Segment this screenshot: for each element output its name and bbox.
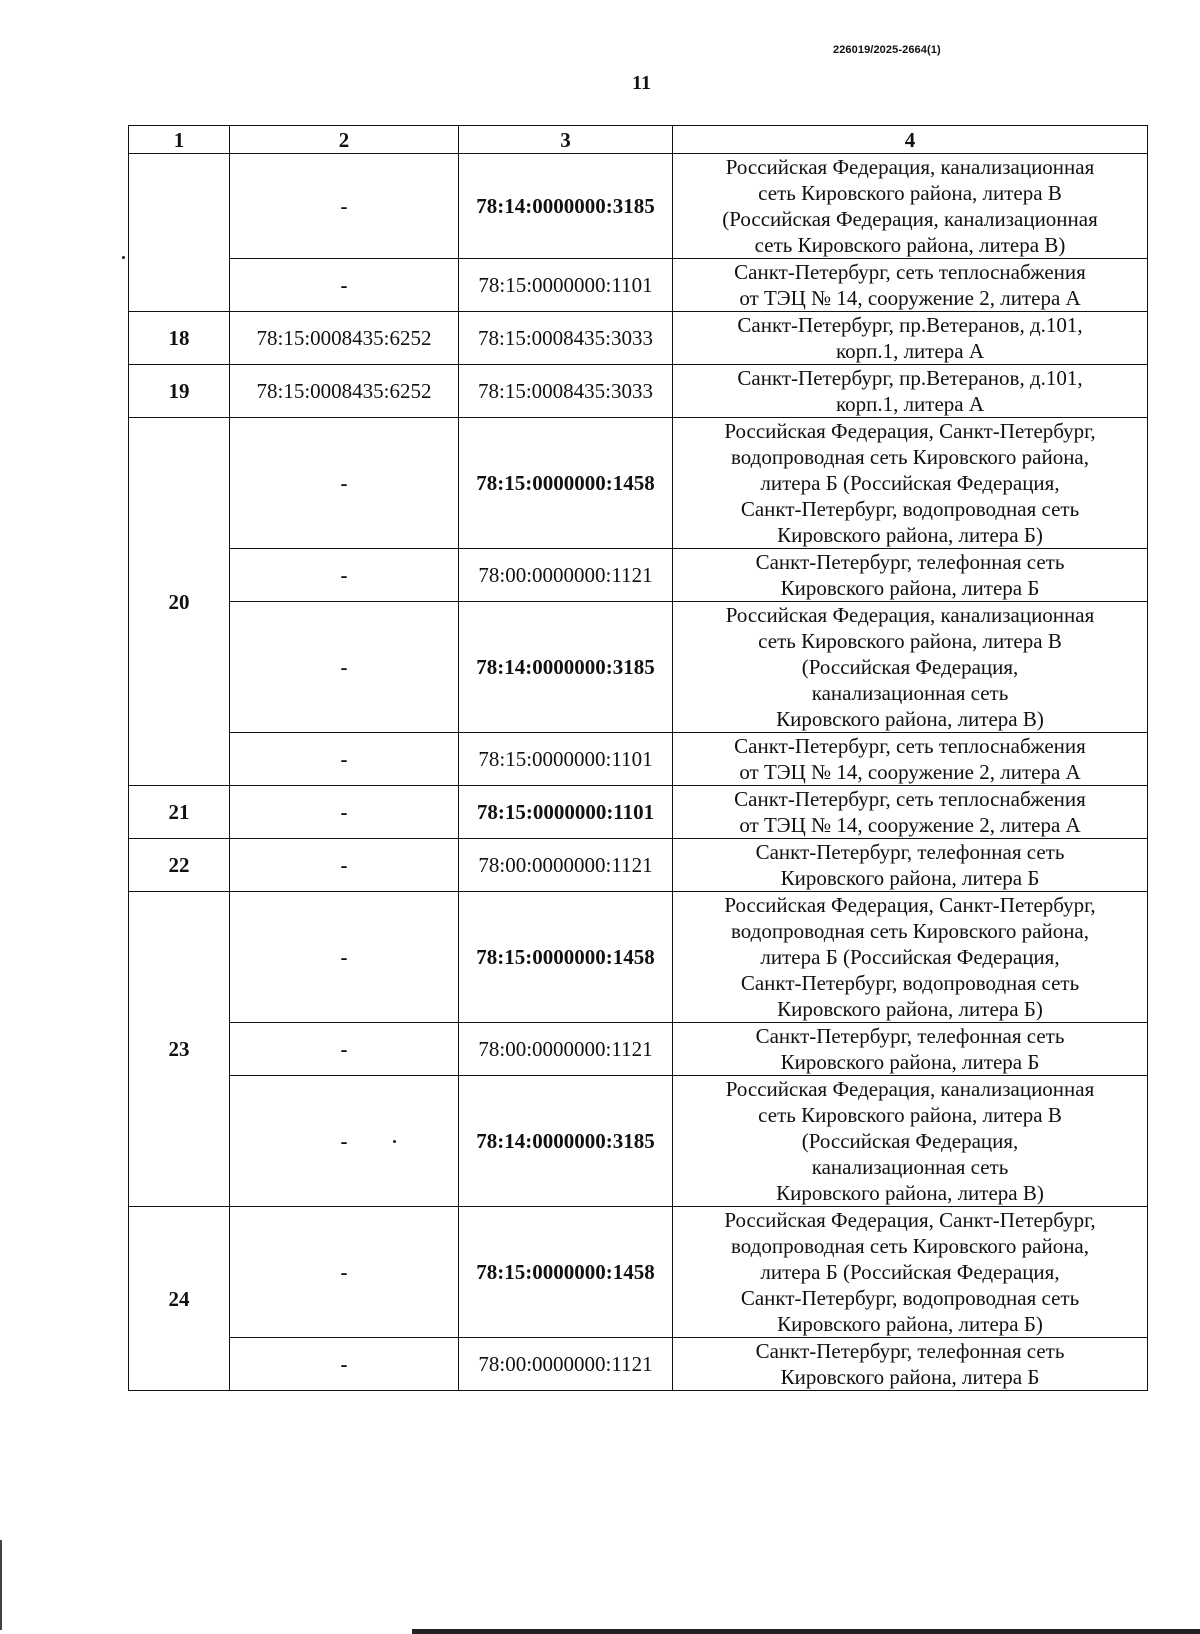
address-line: Кировского района, литера Б xyxy=(780,576,1040,600)
row-number-cell: 24 xyxy=(129,1207,230,1391)
row-number-cell: 19 xyxy=(129,365,230,418)
table-row xyxy=(129,549,1148,602)
row-number-cell: 22 xyxy=(129,839,230,892)
address-line: Санкт-Петербург, водопроводная сеть xyxy=(740,1286,1080,1310)
table-body xyxy=(129,154,1148,1391)
address-line: (Российская Федерация, xyxy=(801,1129,1019,1153)
address-line: (Российская Федерация, канализационная xyxy=(722,207,1098,231)
row-number-cell: 21 xyxy=(129,786,230,839)
address-line: от ТЭЦ № 14, сооружение 2, литера А xyxy=(739,760,1081,784)
object-cadastral-number-cell: 78:15:0008435:3033 xyxy=(459,312,673,365)
address-line: сеть Кировского района, литера В xyxy=(758,629,1062,653)
object-cadastral-number-cell: 78:15:0000000:1458 xyxy=(459,892,673,1023)
land-cadastral-number-cell: - xyxy=(230,602,459,733)
object-cadastral-number-cell: 78:14:0000000:3185 xyxy=(459,1076,673,1207)
object-cadastral-number-cell: 78:00:0000000:1121 xyxy=(459,839,673,892)
header-col-4: 4 xyxy=(673,126,1148,154)
land-cadastral-number-cell: - xyxy=(230,418,459,549)
object-address-cell xyxy=(673,312,1148,365)
land-cadastral-number-cell: - xyxy=(230,892,459,1023)
table-row xyxy=(129,259,1148,312)
address-line: литера Б (Российская Федерация, xyxy=(760,471,1060,495)
header-col-1: 1 xyxy=(129,126,230,154)
scan-speck xyxy=(122,256,125,259)
header-row xyxy=(129,126,1148,154)
address-line: Кировского района, литера Б) xyxy=(777,997,1043,1021)
object-address-cell xyxy=(673,839,1148,892)
page-number: 11 xyxy=(632,72,651,94)
address-line: Санкт-Петербург, сеть теплоснабжения xyxy=(734,734,1086,758)
table-row xyxy=(129,154,1148,259)
table-row xyxy=(129,892,1148,1023)
land-cadastral-number-cell: - xyxy=(230,1338,459,1391)
land-cadastral-number-cell: - xyxy=(230,786,459,839)
object-cadastral-number-cell: 78:15:0000000:1458 xyxy=(459,1207,673,1338)
address-line: Кировского района, литера В) xyxy=(776,1181,1044,1205)
object-cadastral-number-cell: 78:15:0000000:1101 xyxy=(459,733,673,786)
object-address-cell xyxy=(673,365,1148,418)
row-number-cell xyxy=(129,154,230,312)
object-address-cell xyxy=(673,418,1148,549)
object-address-cell xyxy=(673,1023,1148,1076)
address-line: литера Б (Российская Федерация, xyxy=(760,945,1060,969)
address-line: Санкт-Петербург, водопроводная сеть xyxy=(740,971,1080,995)
object-address-cell xyxy=(673,1207,1148,1338)
table-row xyxy=(129,602,1148,733)
land-cadastral-number-cell: - xyxy=(230,549,459,602)
row-number-cell: 20 xyxy=(129,418,230,786)
object-cadastral-number-cell: 78:15:0008435:3033 xyxy=(459,365,673,418)
object-cadastral-number-cell: 78:15:0000000:1101 xyxy=(459,786,673,839)
address-line: (Российская Федерация, xyxy=(801,655,1019,679)
address-line: Санкт-Петербург, телефонная сеть xyxy=(755,840,1065,864)
address-line: Кировского района, литера В) xyxy=(776,707,1044,731)
object-address-cell xyxy=(673,892,1148,1023)
object-cadastral-number-cell: 78:00:0000000:1121 xyxy=(459,549,673,602)
row-number-cell: 18 xyxy=(129,312,230,365)
table-row xyxy=(129,1207,1148,1338)
document-reg-number: 226019/2025-2664(1) xyxy=(833,44,941,56)
object-cadastral-number-cell: 78:00:0000000:1121 xyxy=(459,1023,673,1076)
address-line: Санкт-Петербург, пр.Ветеранов, д.101, xyxy=(737,366,1083,390)
land-cadastral-number-cell: 78:15:0008435:6252 xyxy=(230,365,459,418)
address-line: Санкт-Петербург, пр.Ветеранов, д.101, xyxy=(737,313,1083,337)
object-address-cell xyxy=(673,786,1148,839)
address-line: Кировского района, литера Б) xyxy=(777,523,1043,547)
table-row xyxy=(129,1338,1148,1391)
scan-bottom-edge xyxy=(412,1629,1200,1634)
header-col-2: 2 xyxy=(230,126,459,154)
object-address-cell xyxy=(673,259,1148,312)
table-header xyxy=(129,126,1148,154)
land-cadastral-number-cell: - xyxy=(230,1076,459,1207)
address-line: водопроводная сеть Кировского района, xyxy=(730,1234,1089,1258)
table-row xyxy=(129,733,1148,786)
object-cadastral-number-cell: 78:14:0000000:3185 xyxy=(459,602,673,733)
object-cadastral-number-cell: 78:14:0000000:3185 xyxy=(459,154,673,259)
address-line: канализационная сеть xyxy=(811,681,1009,705)
header-col-3: 3 xyxy=(459,126,673,154)
address-line: корп.1, литера А xyxy=(835,339,985,363)
address-line: Российская Федерация, Санкт-Петербург, xyxy=(724,893,1096,917)
object-address-cell xyxy=(673,549,1148,602)
address-line: литера Б (Российская Федерация, xyxy=(760,1260,1060,1284)
object-cadastral-number-cell: 78:00:0000000:1121 xyxy=(459,1338,673,1391)
scan-speck xyxy=(393,1140,396,1143)
address-line: от ТЭЦ № 14, сооружение 2, литера А xyxy=(739,286,1081,310)
object-address-cell xyxy=(673,154,1148,259)
address-line: Кировского района, литера Б xyxy=(780,1050,1040,1074)
address-line: Санкт-Петербург, телефонная сеть xyxy=(755,1339,1065,1363)
land-cadastral-number-cell: - xyxy=(230,733,459,786)
table-row xyxy=(129,418,1148,549)
address-line: Санкт-Петербург, телефонная сеть xyxy=(755,1024,1065,1048)
land-cadastral-number-cell: - xyxy=(230,154,459,259)
address-line: Санкт-Петербург, сеть теплоснабжения xyxy=(734,260,1086,284)
address-line: корп.1, литера А xyxy=(835,392,985,416)
land-cadastral-number-cell: - xyxy=(230,839,459,892)
address-line: водопроводная сеть Кировского района, xyxy=(730,445,1089,469)
address-line: Кировского района, литера Б xyxy=(780,1365,1040,1389)
land-cadastral-number-cell: 78:15:0008435:6252 xyxy=(230,312,459,365)
table-row xyxy=(129,1023,1148,1076)
scan-edge-mark xyxy=(0,1540,2,1630)
address-line: Санкт-Петербург, сеть теплоснабжения xyxy=(734,787,1086,811)
table-row xyxy=(129,839,1148,892)
object-address-cell xyxy=(673,602,1148,733)
address-line: сеть Кировского района, литера В xyxy=(758,1103,1062,1127)
table-row xyxy=(129,312,1148,365)
address-line: водопроводная сеть Кировского района, xyxy=(730,919,1089,943)
address-line: Кировского района, литера Б) xyxy=(777,1312,1043,1336)
address-line: Санкт-Петербург, телефонная сеть xyxy=(755,550,1065,574)
address-line: от ТЭЦ № 14, сооружение 2, литера А xyxy=(739,813,1081,837)
address-line: Кировского района, литера Б xyxy=(780,866,1040,890)
table-row xyxy=(129,1076,1148,1207)
object-address-cell xyxy=(673,1338,1148,1391)
table-row xyxy=(129,365,1148,418)
address-line: Санкт-Петербург, водопроводная сеть xyxy=(740,497,1080,521)
object-cadastral-number-cell: 78:15:0000000:1458 xyxy=(459,418,673,549)
address-line: Российская Федерация, канализационная xyxy=(725,603,1095,627)
object-address-cell xyxy=(673,1076,1148,1207)
address-line: сеть Кировского района, литера В) xyxy=(754,233,1066,257)
land-cadastral-number-cell: - xyxy=(230,259,459,312)
object-cadastral-number-cell: 78:15:0000000:1101 xyxy=(459,259,673,312)
land-cadastral-number-cell: - xyxy=(230,1023,459,1076)
address-line: канализационная сеть xyxy=(811,1155,1009,1179)
address-line: Российская Федерация, канализационная xyxy=(725,155,1095,179)
land-cadastral-number-cell: - xyxy=(230,1207,459,1338)
row-number-cell: 23 xyxy=(129,892,230,1207)
object-address-cell xyxy=(673,733,1148,786)
property-table xyxy=(128,125,1148,1391)
address-line: Российская Федерация, Санкт-Петербург, xyxy=(724,419,1096,443)
table-row xyxy=(129,786,1148,839)
address-line: Российская Федерация, Санкт-Петербург, xyxy=(724,1208,1096,1232)
address-line: Российская Федерация, канализационная xyxy=(725,1077,1095,1101)
address-line: сеть Кировского района, литера В xyxy=(758,181,1062,205)
